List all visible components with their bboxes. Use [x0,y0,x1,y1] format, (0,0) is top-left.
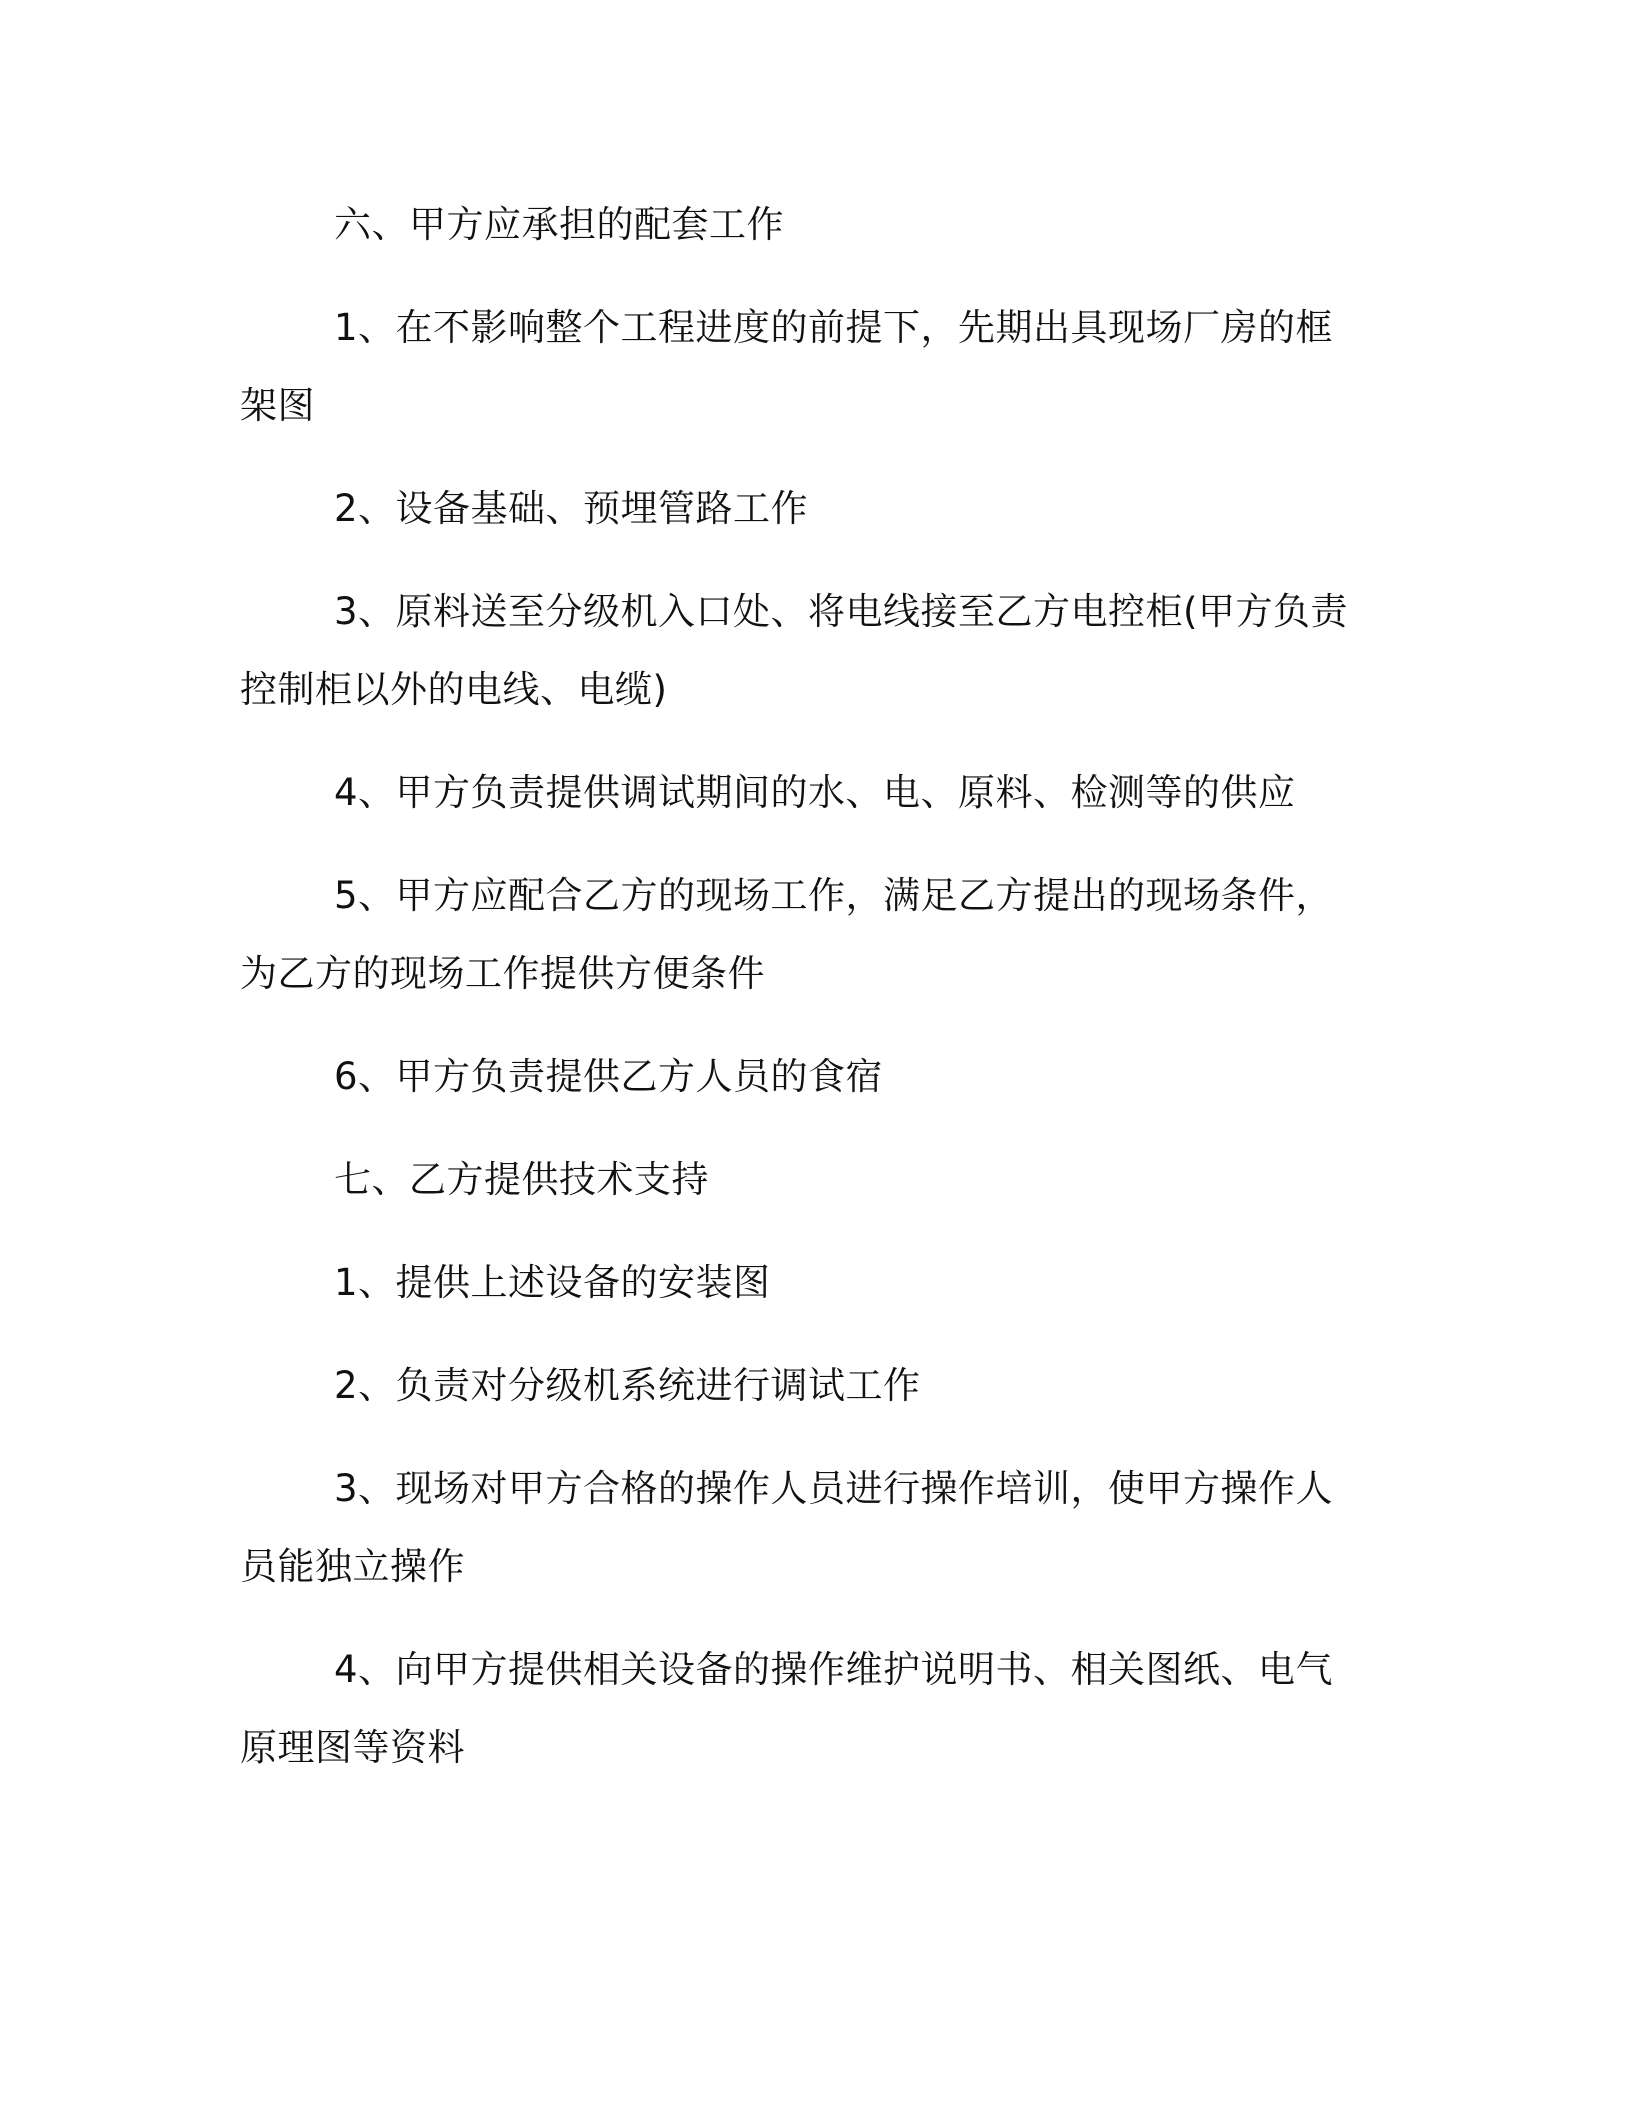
list-item: 6、甲方负责提供乙方人员的食宿 [334,1055,884,1098]
list-item: 1、提供上述设备的安装图 [334,1261,771,1304]
list-item: 2、设备基础、预埋管路工作 [334,487,809,530]
section-heading-7: 七、乙方提供技术支持 [334,1158,709,1201]
list-item: 2、负责对分级机系统进行调试工作 [334,1364,921,1407]
list-item: 3、原料送至分级机入口处、将电线接至乙方电控柜(甲方负责控制柜以外的电线、电缆) [240,590,1348,711]
list-item: 3、现场对甲方合格的操作人员进行操作培训，使甲方操作人员能独立操作 [240,1467,1334,1588]
section-heading-6: 六、甲方应承担的配套工作 [334,203,784,246]
list-item: 1、在不影响整个工程进度的前提下，先期出具现场厂房的框架图 [240,306,1334,427]
document-body [240,186,1370,1787]
list-item: 4、甲方负责提供调试期间的水、电、原料、检测等的供应 [334,771,1296,814]
list-item: 4、向甲方提供相关设备的操作维护说明书、相关图纸、电气原理图等资料 [240,1648,1334,1769]
list-item: 5、甲方应配合乙方的现场工作，满足乙方提出的现场条件，为乙方的现场工作提供方便条件 [240,874,1334,995]
